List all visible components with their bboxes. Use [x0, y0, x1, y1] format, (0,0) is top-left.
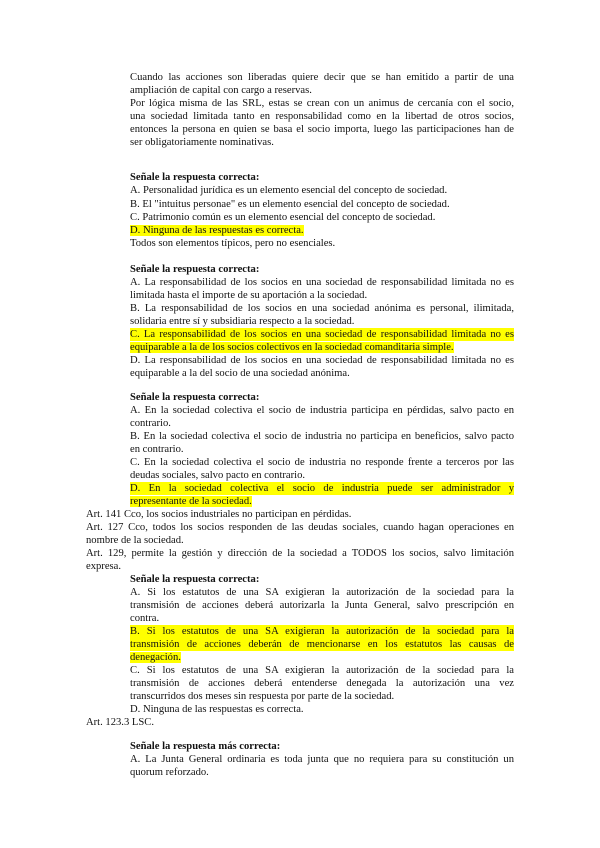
question-5-option-a-line-1: A. La Junta General ordinaria es toda junta que no requiera para su constitución un [130, 754, 514, 765]
highlight-correct-answer: denegación. [130, 652, 181, 663]
article-129-note-line-2: expresa. [86, 561, 121, 572]
question-4-option-c-line-2: transmisión de acciones deberá entenderse denegada la autorización una vez [130, 678, 514, 689]
question-2-heading: Señale la respuesta correcta: [130, 264, 260, 275]
article-123-note: Art. 123.3 LSC. [86, 717, 154, 728]
question-5-option-a-line-2: quorum reforzado. [130, 767, 209, 778]
intro-line-6: ser obligatoriamente nominativas. [130, 137, 274, 148]
intro-line-1: Cuando las acciones son liberadas quiere decir que se han emitido a partir de una [130, 72, 514, 83]
article-129-note-line-1: Art. 129, permite la gestión y dirección de la sociedad a TODOS los socios, salvo limitación [86, 548, 514, 559]
question-3-option-d-line-1: D. En la sociedad colectiva el socio de industria puede ser administrador y [130, 483, 514, 494]
question-3-option-c-line-1: C. En la sociedad colectiva el socio de industria no responde frente a terceros por las [130, 457, 514, 468]
question-1-option-b: B. El "intuitus personae" es un elemento esencial del concepto de sociedad. [130, 199, 450, 210]
intro-line-2: ampliación de capital con cargo a reservas. [130, 85, 312, 96]
question-3-option-b-line-1: B. En la sociedad colectiva el socio de industria no participa en beneficios, salvo pacto [130, 431, 514, 442]
question-1-heading: Señale la respuesta correcta: [130, 172, 260, 183]
question-4-option-a-line-3: contra. [130, 613, 160, 624]
article-127-note-line-2: nombre de la sociedad. [86, 535, 184, 546]
question-3-option-a-line-1: A. En la sociedad colectiva el socio de industria participa en pérdidas, salvo pacto en [130, 405, 514, 416]
question-4-option-b-line-1: B. Si los estatutos de una SA exigieran la autorización de la sociedad para la [130, 626, 514, 637]
highlight-correct-answer: D. Ninguna de las respuestas es correcta. [130, 225, 304, 236]
question-4-option-b-line-3 [130, 651, 181, 664]
article-141-note: Art. 141 Cco, los socios industriales no participan en pérdidas. [86, 509, 352, 520]
question-3-heading: Señale la respuesta correcta: [130, 392, 260, 403]
question-2-option-b-line-1: B. La responsabilidad de los socios en una sociedad anónima es personal, ilimitada, [130, 303, 514, 314]
question-2-option-a-line-1: A. La responsabilidad de los socios en una sociedad de responsabilidad limitada no es [130, 277, 514, 288]
question-3-option-b-line-2: en contrario. [130, 444, 184, 455]
highlight-correct-answer: equiparable a la de los socios colectivos en la sociedad comanditaria simple. [130, 342, 454, 353]
question-4-heading: Señale la respuesta correcta: [130, 574, 260, 585]
question-2-option-c-line-1: C. La responsabilidad de los socios en una sociedad de responsabilidad limitada no es [130, 329, 514, 340]
question-1-option-c: C. Patrimonio común es un elemento esencial del concepto de sociedad. [130, 212, 436, 223]
question-3-option-a-line-2: contrario. [130, 418, 171, 429]
question-2-option-b-line-2: solidaria entre sí y subsidiaria respecto a la sociedad. [130, 316, 355, 327]
intro-line-5: entonces la persona en quien se basa el socio importa, luego las participaciones han de [130, 124, 514, 135]
intro-line-3: Por lógica misma de las SRL, estas se crean con un animus de cercanía con el socio, [130, 98, 514, 109]
question-4-option-b-line-2: transmisión de acciones deberán de mencionarse en los estatutos las causas de [130, 639, 514, 650]
question-4-option-d: D. Ninguna de las respuestas es correcta. [130, 704, 304, 715]
question-1-note: Todos son elementos típicos, pero no esenciales. [130, 238, 336, 249]
question-3-option-d-line-2 [130, 495, 252, 508]
question-5-heading: Señale la respuesta más correcta: [130, 741, 281, 752]
question-4-option-a-line-2: transmisión de acciones deberá autorizarla la Junta General, salvo prescripción en [130, 600, 514, 611]
question-3-option-c-line-2: deudas sociales, salvo pacto en contrario. [130, 470, 306, 481]
question-4-option-c-line-1: C. Si los estatutos de una SA exigieran la autorización de la sociedad para la [130, 665, 514, 676]
question-2-option-d-line-2: equiparable a la del socio de una sociedad anónima. [130, 368, 350, 379]
question-2-option-c-line-2 [130, 341, 454, 354]
question-1-option-a: A. Personalidad jurídica es un elemento esencial del concepto de sociedad. [130, 185, 448, 196]
question-2-option-a-line-2: limitada hasta el importe de su aportación a la sociedad. [130, 290, 368, 301]
question-2-option-d-line-1: D. La responsabilidad de los socios en una sociedad de responsabilidad limitada no es [130, 355, 514, 366]
intro-line-4: una sociedad limitada tanto en responsabilidad como en la libertad de otros socios, [130, 111, 514, 122]
question-1-option-d [130, 224, 304, 237]
article-127-note-line-1: Art. 127 Cco, todos los socios responden de las deudas sociales, cuando hagan operaciones en [86, 522, 514, 533]
highlight-correct-answer: representante de la sociedad. [130, 496, 252, 507]
question-4-option-c-line-3: transcurridos dos meses sin respuesta por parte de la sociedad. [130, 691, 395, 702]
question-4-option-a-line-1: A. Si los estatutos de una SA exigieran la autorización de la sociedad para la [130, 587, 514, 598]
